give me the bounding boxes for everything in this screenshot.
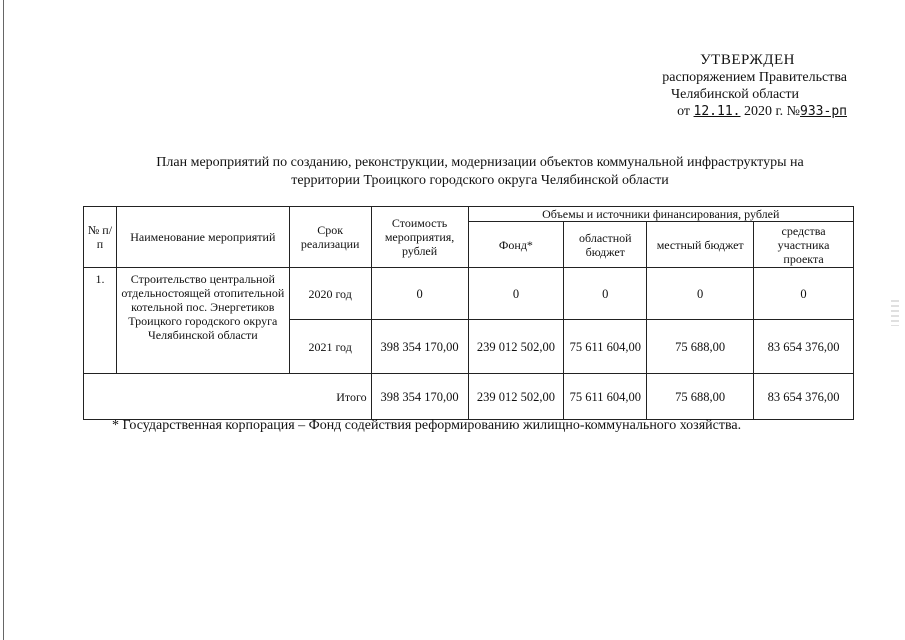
header-term: Срок реализации — [289, 207, 371, 268]
year-participant: 83 654 376,00 — [754, 320, 854, 374]
handwritten-number: 933-рп — [800, 104, 847, 119]
header-financing: Объемы и источники финансирования, рублей — [468, 207, 853, 222]
header-row-1 — [84, 207, 854, 222]
year-cost: 0 — [371, 268, 468, 320]
total-cost: 398 354 170,00 — [371, 374, 468, 420]
year-term: 2021 год — [289, 320, 371, 374]
approval-block — [662, 52, 847, 120]
date-year: 2020 г. № — [744, 104, 801, 119]
document-title — [100, 154, 860, 190]
total-row — [84, 374, 854, 420]
header-regional: областной бюджет — [564, 222, 647, 268]
total-label: Итого — [84, 374, 372, 420]
total-participant: 83 654 376,00 — [754, 374, 854, 420]
year-cost: 398 354 170,00 — [371, 320, 468, 374]
year-term: 2020 год — [289, 268, 371, 320]
scan-artifact — [891, 300, 899, 326]
handwritten-date: 12.11. — [693, 104, 741, 119]
year-regional: 0 — [564, 268, 647, 320]
year-regional: 75 611 604,00 — [564, 320, 647, 374]
year-local: 0 — [647, 268, 754, 320]
header-fund: Фонд* — [468, 222, 564, 268]
header-participant: средства участника проекта — [754, 222, 854, 268]
total-fund: 239 012 502,00 — [468, 374, 564, 420]
approval-title: УТВЕРЖДЕН — [700, 52, 795, 68]
footnote: * Государственная корпорация – Фонд содействия реформированию жилищно-коммунального хозяйства. — [112, 418, 742, 433]
year-participant: 0 — [754, 268, 854, 320]
year-fund: 0 — [468, 268, 564, 320]
approval-authority: распоряжением Правительства — [662, 70, 847, 85]
year-fund: 239 012 502,00 — [468, 320, 564, 374]
total-regional: 75 611 604,00 — [564, 374, 647, 420]
header-num: № п/п — [84, 207, 117, 268]
title-line-1: План мероприятий по созданию, реконструкции, модернизации объектов коммунальной инфраструктуры на — [156, 155, 804, 170]
total-local: 75 688,00 — [647, 374, 754, 420]
header-cost: Стоимость мероприятия, рублей — [371, 207, 468, 268]
title-line-2: территории Троицкого городского округа Челябинской области — [291, 173, 669, 188]
plan-table — [83, 206, 854, 420]
row-name: Строительство центральной отдельностоящей отопительной котельной пос. Энергетиков Троицкого городского округа Челябинской области — [116, 268, 289, 374]
header-local: местный бюджет — [647, 222, 754, 268]
approval-date-line — [662, 103, 847, 120]
page-edge-line — [3, 0, 4, 640]
year-local: 75 688,00 — [647, 320, 754, 374]
date-prefix: от — [677, 104, 691, 119]
row-number: 1. — [84, 268, 117, 374]
table-row — [84, 268, 854, 320]
approval-region: Челябинской области — [671, 87, 799, 102]
header-name: Наименование мероприятий — [116, 207, 289, 268]
